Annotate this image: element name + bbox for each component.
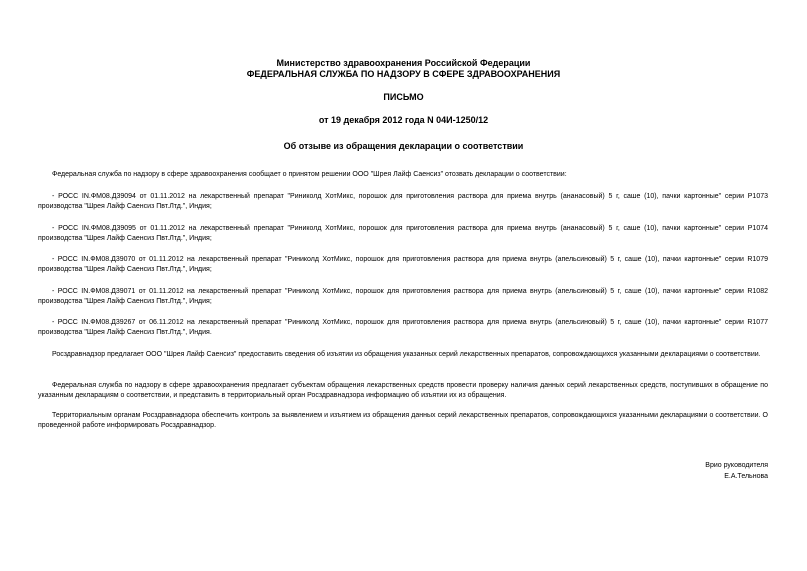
declaration-item: - РОСС IN.ФМ08.Д39071 от 01.11.2012 на лекарственный препарат "Риниколд ХотМикс, порошок для приготовления раствора для приема внутрь (апельсиновый) 5 г, саше (10), пачки картонные" серии R1082 производства "Шрея Лайф Саенсиз Пвт.Лтд.", Индия;	[38, 288, 768, 305]
declaration-item: - РОСС IN.ФМ08.Д39095 от 01.11.2012 на лекарственный препарат "Риниколд ХотМикс, порошок для приготовления раствора для приема внутрь (ананасовый) 5 г, саше (10), пачки картонные" серии P1074 производства "Шрея Лайф Саенсиз Пвт.Лтд.", Индия;	[38, 225, 768, 242]
document-subject: Об отзыве из обращения декларации о соответствии	[283, 141, 524, 151]
document-date-number: от 19 декабря 2012 года N 04И-1250/12	[318, 115, 489, 125]
territorial-request-paragraph: Территориальным органам Росздравнадзора обеспечить контроль за выявлением и изъятием из обращения данных серий лекарственных препаратов, сопровождающихся указанными декларациями о соответствии. О проведенной работе информировать Росздравнадзор.	[38, 412, 768, 429]
ministry-name: Министерство здравоохранения Российской Федерации	[276, 58, 531, 68]
document-type: ПИСЬМО	[383, 92, 424, 102]
declaration-item: - РОСС IN.ФМ08.Д39267 от 06.11.2012 на лекарственный препарат "Риниколд ХотМикс, порошок для приготовления раствора для приема внутрь (апельсиновый) 5 г, саше (10), пачки картонные" серии R1077 производства "Шрея Лайф Саенсиз Пвт.Лтд.", Индия.	[38, 319, 768, 336]
declaration-item: - РОСС IN.ФМ08.Д39094 от 01.11.2012 на лекарственный препарат "Риниколд ХотМикс, порошок для приготовления раствора для приема внутрь (ананасовый) 5 г, саше (10), пачки картонные" серии P1073 производства "Шрея Лайф Саенсиз Пвт.Лтд.", Индия;	[38, 193, 768, 210]
service-name: ФЕДЕРАЛЬНАЯ СЛУЖБА ПО НАДЗОРУ В СФЕРЕ ЗДРАВООХРАНЕНИЯ	[246, 69, 561, 79]
signatory-name: Е.А.Тельнова	[724, 473, 768, 480]
intro-paragraph: Федеральная служба по надзору в сфере здравоохранения сообщает о принятом решении ООО "Шрея Лайф Саенсиз" отозвать декларации о соответствии:	[52, 171, 567, 178]
signatory-title: Врио руководителя	[705, 462, 768, 469]
manufacturer-request-paragraph: Росздравнадзор предлагает ООО "Шрея Лайф Саенсиз" предоставить сведения об изъятии из обращения указанных серий лекарственных препаратов, сопровождающихся указанными декларациями о соответствии.	[52, 351, 761, 358]
declaration-item: - РОСС IN.ФМ08.Д39070 от 01.11.2012 на лекарственный препарат "Риниколд ХотМикс, порошок для приготовления раствора для приема внутрь (апельсиновый) 5 г, саше (10), пачки картонные" серии R1079 производства "Шрея Лайф Саенсиз Пвт.Лтд.", Индия;	[38, 256, 768, 273]
subjects-request-paragraph: Федеральная служба по надзору в сфере здравоохранения предлагает субъектам обращения лекарственных средств провести проверку наличия данных серий лекарственных средств, поступивших в обращение по указанным декларациям о соответствии, и представить в территориальный орган Росздравнадзора информацию об изъятии их из обращения.	[38, 382, 768, 399]
